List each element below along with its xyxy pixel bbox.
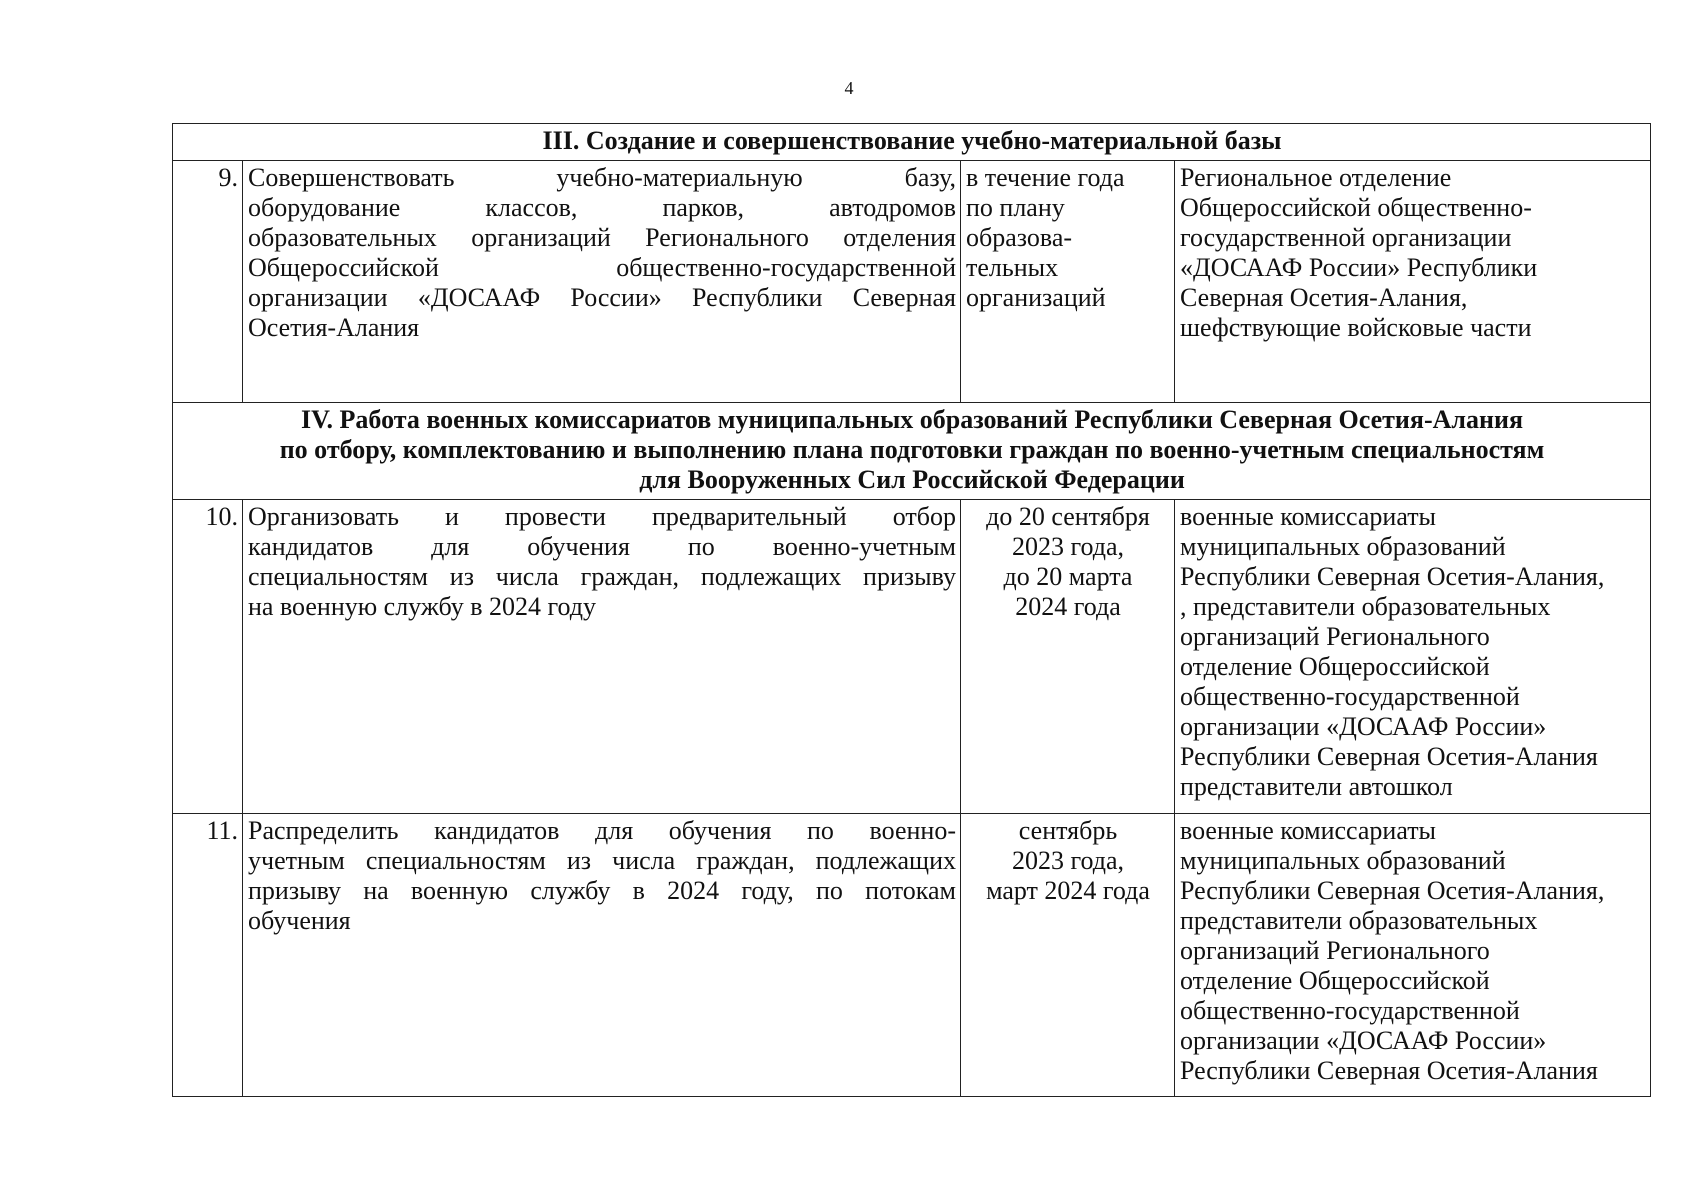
description-line: Осетия-Алания [248, 313, 420, 342]
responsible-line: общественно-государственной [1180, 996, 1520, 1025]
term-line: тельных [966, 253, 1059, 282]
table-row [173, 161, 1651, 403]
description-line: Общероссийской общественно-государственной [248, 253, 956, 282]
description-line: специальностям из числа граждан, подлежащих призыву [248, 562, 956, 591]
term-line: в течение года [966, 163, 1125, 192]
section-title-line: по отбору, комплектованию и выполнению плана подготовки граждан по военно-учетным специальностям [279, 435, 1545, 464]
item-responsible [1175, 814, 1651, 1097]
term-line: 2023 года, [1011, 532, 1125, 561]
description-line: Совершенствовать учебно-материальную базу, [248, 163, 956, 192]
item-term [961, 161, 1175, 403]
responsible-line: общественно-государственной [1180, 682, 1520, 711]
responsible-line: организаций Регионального [1180, 936, 1490, 965]
item-responsible [1175, 161, 1651, 403]
table-row [173, 814, 1651, 1097]
section-title-line: IV. Работа военных комиссариатов муниципальных образований Республики Северная Осетия-Алания [300, 405, 1524, 434]
description-line: призыву на военную службу в 2024 году, по потокам [248, 876, 956, 905]
responsible-line: «ДОСААФ России» Республики [1180, 253, 1538, 282]
table-row [173, 500, 1651, 814]
responsible-line: Северная Осетия-Алания, [1180, 283, 1468, 312]
description-line: образовательных организаций Регионального отделения [248, 223, 956, 252]
responsible-line: , представители образовательных [1180, 592, 1551, 621]
term-line: организаций [966, 283, 1106, 312]
responsible-line: муниципальных образований [1180, 532, 1506, 561]
responsible-line: Республики Северная Осетия-Алания [1180, 742, 1598, 771]
term-line: до 20 марта [1003, 562, 1133, 591]
responsible-line: шефствующие войсковые части [1180, 313, 1532, 342]
plan-table [172, 123, 1651, 1097]
section-title-line: для Вооруженных Сил Российской Федерации [639, 465, 1185, 494]
term-line: март 2024 года [986, 876, 1150, 905]
item-responsible [1175, 500, 1651, 814]
responsible-line: Республики Северная Осетия-Алания, [1180, 876, 1605, 905]
description-line: оборудование классов, парков, автодромов [248, 193, 956, 222]
description-line: Организовать и провести предварительный отбор [248, 502, 956, 531]
item-number: 10. [173, 500, 243, 814]
responsible-line: организации «ДОСААФ России» [1180, 1026, 1547, 1055]
item-term [961, 814, 1175, 1097]
term-line: до 20 сентября [986, 502, 1150, 531]
responsible-line: отделение Общероссийской [1180, 652, 1490, 681]
item-description [243, 500, 961, 814]
responsible-line: представители образовательных [1180, 906, 1538, 935]
description-line: Распределить кандидатов для обучения по военно- [248, 816, 956, 845]
description-line: кандидатов для обучения по военно-учетным [248, 532, 956, 561]
responsible-line: организаций Регионального [1180, 622, 1490, 651]
term-line: по плану [966, 193, 1065, 222]
section-title [173, 403, 1651, 500]
responsible-line: Республики Северная Осетия-Алания, [1180, 562, 1605, 591]
responsible-line: организации «ДОСААФ России» [1180, 712, 1547, 741]
term-line: 2023 года, [1011, 846, 1125, 875]
responsible-line: муниципальных образований [1180, 846, 1506, 875]
description-line: на военную службу в 2024 году [248, 592, 596, 621]
page-number: 4 [844, 78, 854, 98]
item-number: 9. [173, 161, 243, 403]
responsible-line: военные комиссариаты [1180, 816, 1437, 845]
responsible-line: представители автошкол [1180, 772, 1453, 801]
term-line: 2024 года [1015, 592, 1121, 621]
item-number: 11. [173, 814, 243, 1097]
responsible-line: Республики Северная Осетия-Алания [1180, 1056, 1598, 1085]
description-line: обучения [248, 906, 351, 935]
item-description [243, 814, 961, 1097]
description-line: учетным специальностям из числа граждан, подлежащих [248, 846, 956, 875]
item-term [961, 500, 1175, 814]
responsible-line: военные комиссариаты [1180, 502, 1437, 531]
responsible-line: Общероссийской общественно- [1180, 193, 1532, 222]
section-title: III. Создание и совершенствование учебно-материальной базы [173, 124, 1651, 161]
term-line: сентябрь [1018, 816, 1118, 845]
responsible-line: Региональное отделение [1180, 163, 1452, 192]
section-header-row [173, 403, 1651, 500]
description-line: организации «ДОСААФ России» Республики Северная [248, 283, 956, 312]
term-line: образова- [966, 223, 1073, 252]
responsible-line: отделение Общероссийской [1180, 966, 1490, 995]
section-header-row [173, 124, 1651, 161]
item-description [243, 161, 961, 403]
responsible-line: государственной организации [1180, 223, 1512, 252]
